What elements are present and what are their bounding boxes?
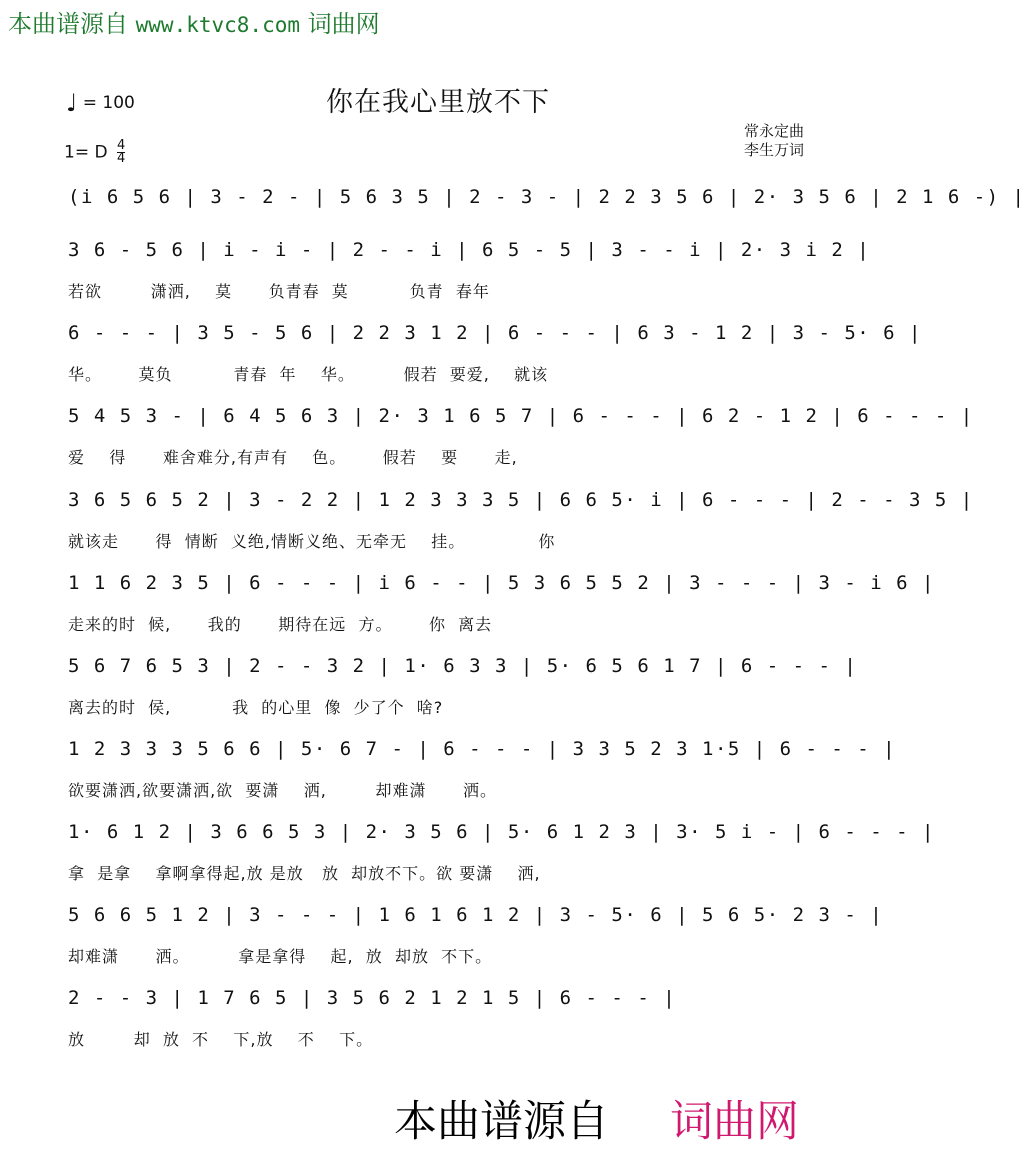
lyrics-row: 就该走 得 情断 义绝,情断义绝、无牵无 挂。 你 (68, 532, 556, 551)
lyrics-row: 若欲 潇洒, 莫 负青春 莫 负青 春年 (68, 282, 490, 301)
key-signature (64, 140, 125, 165)
notation-row: 1 2 3 3 3 5 6 6 | 5· 6 7 - | 6 - - - | 3 3 5 2 3 1·5 | 6 - - - | (68, 738, 897, 760)
key-text: 1= D (64, 142, 108, 163)
quarter-note-icon: ♩ (66, 89, 78, 117)
notation-row: (i 6 5 6 | 3 - 2 - | 5 6 3 5 | 2 - 3 - | 2 2 3 5 6 | 2· 3 5 6 | 2 1 6 -) | (68, 186, 1025, 208)
lyrics-row: 放 却 放 不 下,放 不 下。 (68, 1030, 374, 1049)
lyrics-row: 华。 莫负 青春 年 华。 假若 要爱, 就该 (68, 365, 549, 384)
notation-row: 1 1 6 2 3 5 | 6 - - - | i 6 - - | 5 3 6 5 5 2 | 3 - - - | 3 - i 6 | (68, 572, 935, 594)
footer-source-label: 本曲谱源自 (394, 1097, 609, 1147)
lyrics-row: 欲要潇洒,欲要潇洒,欲 要潇 洒, 却难潇 洒。 (68, 781, 497, 800)
time-signature (117, 140, 125, 165)
notation-row: 3 6 - 5 6 | i - i - | 2 - - i | 6 5 - 5 | 3 - - i | 2· 3 i 2 | (68, 239, 871, 261)
watermark-url[interactable]: www.ktvc8.com (135, 13, 301, 37)
lyrics-row: 离去的时 侯, 我 的心里 像 少了个 啥? (68, 698, 444, 717)
composer-credit: 常永定曲 (743, 122, 804, 140)
watermark-suffix: 词曲网 (307, 10, 380, 38)
notation-row: 1· 6 1 2 | 3 6 6 5 3 | 2· 3 5 6 | 5· 6 1 2 3 | 3· 5 i - | 6 - - - | (68, 821, 935, 843)
time-numerator: 4 (116, 138, 126, 153)
notation-row: 6 - - - | 3 5 - 5 6 | 2 2 3 1 2 | 6 - - - | 6 3 - 1 2 | 3 - 5· 6 | (68, 322, 922, 344)
notation-row: 3 6 5 6 5 2 | 3 - 2 2 | 1 2 3 3 3 5 | 6 6 5· i | 6 - - - | 2 - - 3 5 | (68, 489, 974, 511)
lyrics-row: 却难潇 洒。 拿是拿得 起, 放 却放 不下。 (68, 947, 493, 966)
footer-site-name[interactable]: 词曲网 (670, 1097, 799, 1147)
song-title: 你在我心里放不下 (326, 87, 550, 118)
lyricist-credit: 李生万词 (743, 141, 804, 159)
time-denominator: 4 (116, 151, 126, 166)
watermark-prefix: 本曲谱源自 (8, 10, 128, 38)
lyrics-row: 爱 得 难舍难分,有声有 色。 假若 要 走, (68, 448, 518, 467)
notation-row: 5 4 5 3 - | 6 4 5 6 3 | 2· 3 1 6 5 7 | 6 - - - | 6 2 - 1 2 | 6 - - - | (68, 405, 974, 427)
header-watermark (8, 4, 380, 39)
notation-row: 2 - - 3 | 1 7 6 5 | 3 5 6 2 1 2 1 5 | 6 - - - | (68, 987, 677, 1009)
lyrics-row: 走来的时 候, 我的 期待在远 方。 你 离去 (68, 615, 493, 634)
tempo-value: = 100 (82, 93, 135, 113)
notation-row: 5 6 6 5 1 2 | 3 - - - | 1 6 1 6 1 2 | 3 - 5· 6 | 5 6 5· 2 3 - | (68, 904, 884, 926)
credits (744, 122, 804, 160)
notation-row: 5 6 7 6 5 3 | 2 - - 3 2 | 1· 6 3 3 | 5· 6 5 6 1 7 | 6 - - - | (68, 655, 858, 677)
lyrics-row: 拿 是拿 拿啊拿得起,放 是放 放 却放不下。欲 要潇 洒, (68, 864, 541, 883)
